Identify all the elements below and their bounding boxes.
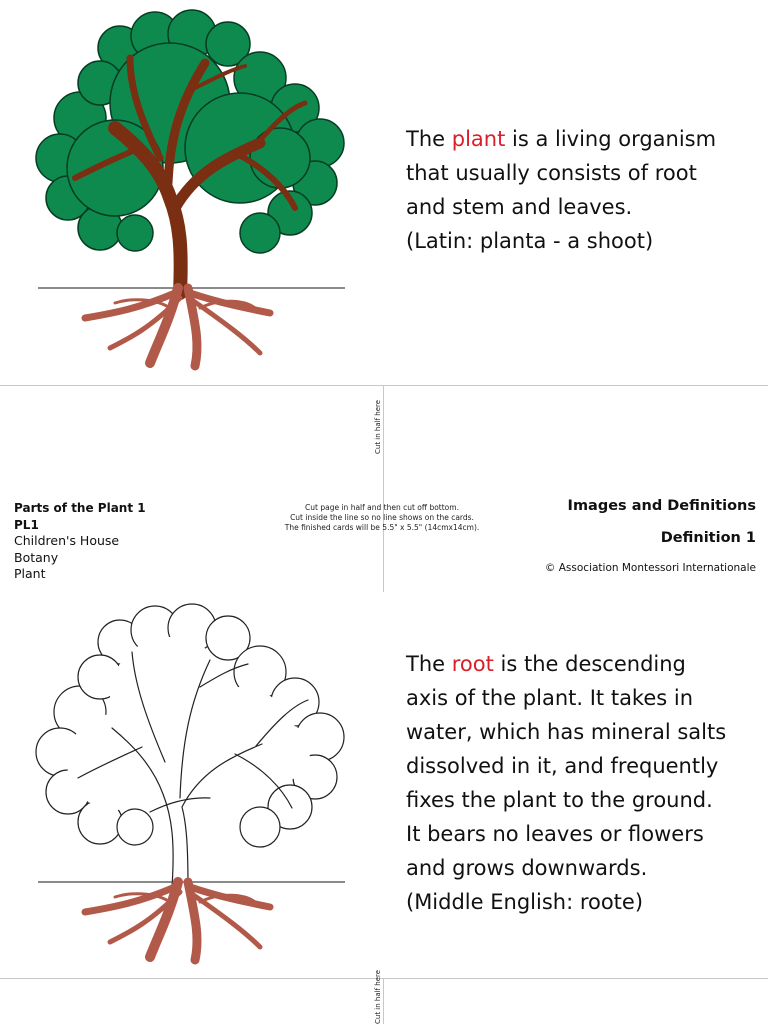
tree-canopy xyxy=(36,10,344,253)
meta-subject: Botany xyxy=(14,549,59,565)
set-metadata xyxy=(545,496,756,574)
colored-tree-illustration xyxy=(20,8,370,378)
cut-line-top xyxy=(0,385,768,386)
cut-label-2: Cut in half here xyxy=(374,969,382,1024)
definition-number: Definition 1 xyxy=(660,530,756,546)
meta-title: Parts of the Plant 1 xyxy=(14,501,146,515)
root-definition: The root is the descending axis of the plant. It takes in water, which has mineral salts dissolved in it, and frequently fixes the plant to the ground. It bears no leaves or flowers and grows downwards. (Middle English: roote) xyxy=(406,652,727,914)
set-title: Images and Definitions xyxy=(567,498,756,514)
term-plant: plant xyxy=(451,127,506,151)
meta-topic: Plant xyxy=(14,566,46,581)
term-root: root xyxy=(451,652,494,676)
cut-label-1: Cut in half here xyxy=(374,399,382,454)
meta-level: Children's House xyxy=(14,533,120,548)
plant-definition: The plant is a living organism that usually consists of root and stem and leaves. (Latin: planta - a shoot) xyxy=(406,127,717,253)
outline-tree-illustration xyxy=(20,602,370,972)
tree-roots-colored xyxy=(85,882,270,960)
card-plant xyxy=(0,0,768,385)
cutting-instructions: Cut page in half and then cut off bottom. Cut inside the line so no line shows on the cards. The finished cards will be 5.5" x 5.5" (14cmx14cm). xyxy=(284,503,480,532)
card-metadata xyxy=(14,500,146,583)
tree-roots xyxy=(85,288,270,366)
cut-line-bottom xyxy=(0,978,768,979)
meta-code: PL1 xyxy=(14,517,39,532)
card-root xyxy=(0,592,768,978)
cut-line-bottom-middle xyxy=(383,979,384,1024)
cut-line-middle xyxy=(383,386,384,592)
copyright: © Association Montessori Internationale xyxy=(544,562,756,574)
